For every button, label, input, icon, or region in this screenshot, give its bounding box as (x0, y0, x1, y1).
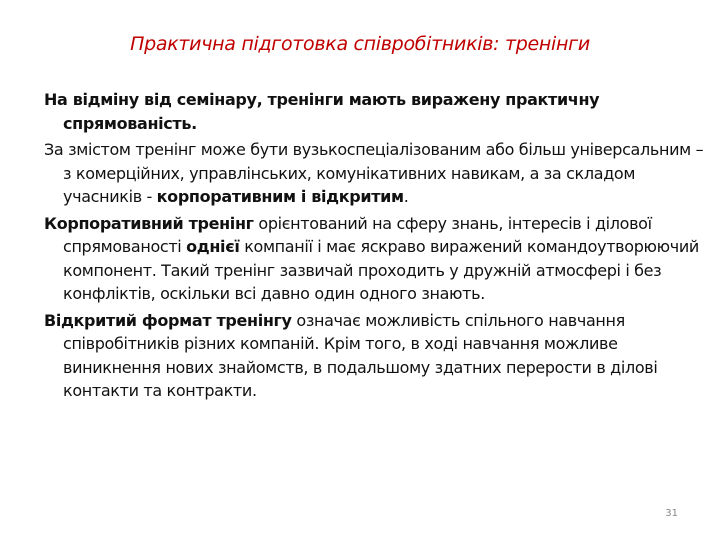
paragraph-3-text-end: компанії і має яскраво виражений командоутворюючий компонент. Такий тренінг зазвичай проходить у дружній атмосфері і без конфліктів, оскільки всі давно один одного знають. (63, 237, 699, 303)
page-number: 31 (665, 508, 678, 519)
paragraph-3 (44, 212, 704, 306)
paragraph-2 (44, 138, 704, 209)
paragraph-3-bold-mid: однієї (186, 237, 240, 256)
paragraph-2-text: За змістом тренінг може бути вузькоспеціалізованим або більш універсальним – з комерційних, управлінських, комунікативних навикам, а за складом учасників - (44, 140, 704, 206)
paragraph-4 (44, 309, 704, 403)
paragraph-1-bold-lead: На відміну від семінару, тренінги мають виражену практичну спрямованість. (44, 90, 600, 133)
paragraph-1 (44, 88, 704, 135)
slide-title: Практична підготовка співробітників: тренінги (130, 33, 590, 55)
paragraph-2-end: . (403, 187, 409, 206)
paragraph-2-bold-tail: корпоративним і відкритим (156, 187, 404, 206)
paragraph-3-bold-lead: Корпоративний тренінг (44, 213, 254, 233)
paragraph-4-text: означає можливість спільного навчання співробітників різних компаній. Крім того, в ході навчання можливе виникнення нових знайомств, в подальшому здатних перерости в ділові контакти та контракти. (63, 310, 658, 400)
slide-body (44, 88, 704, 406)
paragraph-3-text: орієнтований на сферу знань, інтересів і ділової спрямованості (63, 213, 652, 256)
paragraph-4-bold-lead: Відкритий формат тренінгу (44, 310, 292, 330)
